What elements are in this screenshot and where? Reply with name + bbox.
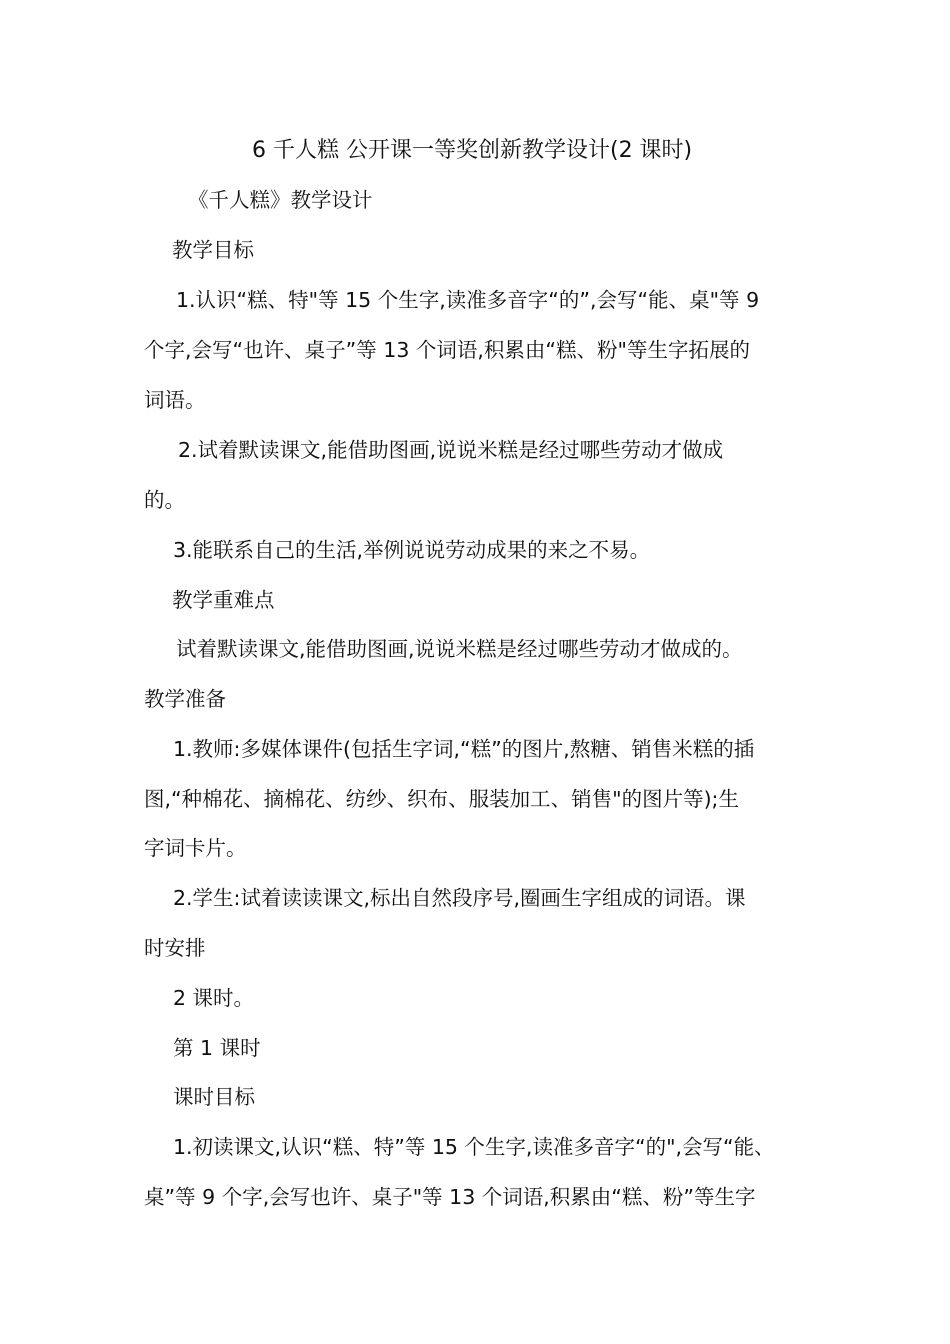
section-heading-goals: 教学目标 [172, 238, 254, 262]
prep-2-line-1: 2.学生:试着读读课文,标出自然段序号,圈画生字组成的词语。课 [173, 886, 746, 910]
goal-2-line-2: 的。 [144, 488, 185, 512]
key-points-text: 试着默读课文,能借助图画,说说米糕是经过哪些劳动才做成的。 [176, 637, 743, 661]
goal-2-line-1: 2.试着默读课文,能借助图画,说说米糕是经过哪些劳动才做成 [178, 438, 724, 462]
class-hours: 2 课时。 [173, 986, 255, 1010]
prep-1-line-1: 1.教师:多媒体课件(包括生字词,“糕”的图片,熬糖、销售米糕的插 [173, 737, 755, 761]
prep-1-line-3: 字词卡片。 [144, 836, 247, 860]
goal-1-line-1: 1.认识“糕、特"等 15 个生字,读准多音字“的”,会写“能、桌"等 9 [176, 288, 760, 312]
goal-1-line-3: 词语。 [144, 388, 206, 412]
lesson-goal-1-line-2: 桌”等 9 个字,会写也许、桌子"等 13 个词语,积累由“糕、粉”等生字 [144, 1185, 756, 1209]
lesson-goal-1-line-1: 1.初读课文,认识“糕、特”等 15 个生字,读准多音字“的",会写“能、 [173, 1135, 775, 1159]
lesson-1-heading: 第 1 课时 [173, 1036, 261, 1060]
document-subtitle: 《千人糕》教学设计 [188, 188, 373, 212]
section-heading-preparation: 教学准备 [144, 687, 226, 711]
goal-1-line-2: 个字,会写“也许、桌子”等 13 个词语,积累由“糕、粉"等生字拓展的 [144, 338, 750, 362]
prep-1-line-2: 图,“种棉花、摘棉花、纺纱、织布、服装加工、销售"的图片等);生 [144, 787, 739, 811]
lesson-goals-heading: 课时目标 [173, 1085, 255, 1109]
goal-3: 3.能联系自己的生活,举例说说劳动成果的来之不易。 [173, 538, 651, 562]
prep-2-line-2: 时安排 [144, 936, 206, 960]
document-title: 6 千人糕 公开课一等奖创新教学设计(2 课时) [252, 138, 693, 163]
section-heading-key-points: 教学重难点 [172, 588, 275, 612]
